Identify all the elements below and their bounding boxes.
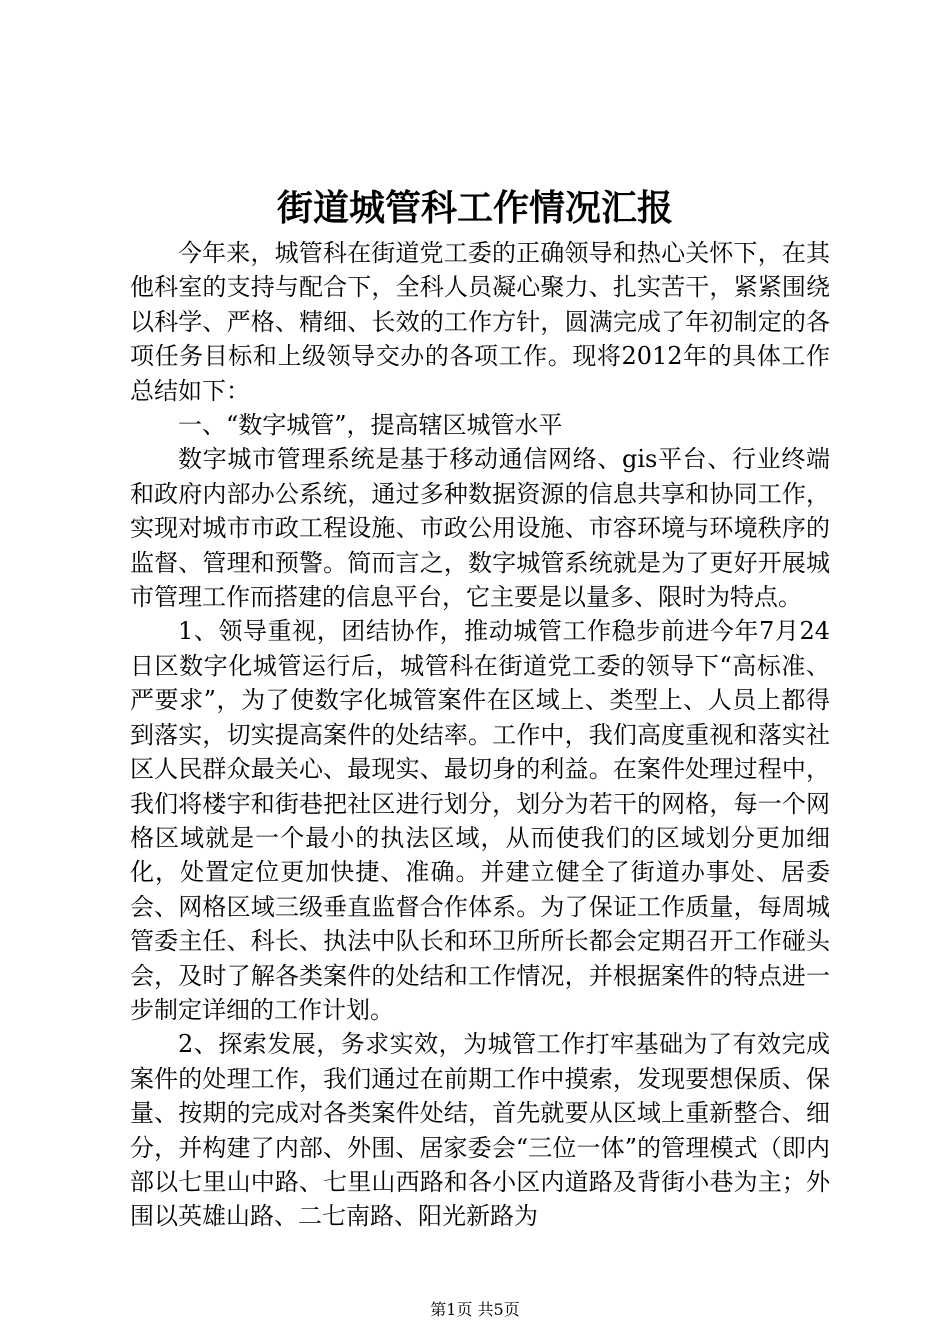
document-title: 街道城管科工作情况汇报 [276, 187, 673, 229]
page-footer: 第1页 共5页 [430, 1300, 520, 1319]
section-heading-1: 一、“数字城管”，提高辖区城管水平 [178, 411, 563, 440]
section-1-paragraph: 数字城市管理系统是基于移动通信网络、gis平台、行业终端和政府内部办公系统，通过多种数据资源的信息共享和协同工作，实现对城市市政工程设施、市政公用设施、市容环境与环境秩序的监督、管理和预警。简而言之，数字城管系统就是为了更好开展城市管理工作而搭建的信息平台，它主要是以量多、限时为特点。 [130, 445, 830, 612]
document-body [130, 236, 830, 1234]
intro-paragraph: 今年来，城管科在街道党工委的正确领导和热心关怀下，在其他科室的支持与配合下，全科人员凝心聚力、扎实苦干，紧紧围绕以科学、严格、精细、长效的工作方针，圆满完成了年初制定的各项任务目标和上级领导交办的各项工作。现将2012年的具体工作总结如下： [130, 239, 830, 405]
item-1-paragraph: 1、领导重视，团结协作，推动城管工作稳步前进今年7月24日区数字化城管运行后，城管科在街道党工委的领导下“高标准、严要求”，为了使数字化城管案件在区域上、类型上、人员上都得到落实，切实提高案件的处结率。工作中，我们高度重视和落实社区人民群众最关心、最现实、最切身的利益。在案件处理过程中，我们将楼宇和街巷把社区进行划分，划分为若干的网格，每一个网格区域就是一个最小的执法区域，从而使我们的区域划分更加细化，处置定位更加快捷、准确。并建立健全了街道办事处、居委会、网格区域三级垂直监督合作体系。为了保证工作质量，每周城管委主任、科长、执法中队长和环卫所所长都会定期召开工作碰头会，及时了解各类案件的处结和工作情况，并根据案件的特点进一步制定详细的工作计划。 [130, 617, 830, 1024]
item-2-paragraph: 2、探索发展，务求实效，为城管工作打牢基础为了有效完成案件的处理工作，我们通过在前期工作中摸索，发现要想保质、保量、按期的完成对各类案件处结，首先就要从区域上重新整合、细分，并构建了内部、外围、居家委会“三位一体”的管理模式（即内部以七里山中路、七里山西路和各小区内道路及背街小巷为主；外围以英雄山路、二七南路、阳光新路为 [130, 1030, 830, 1231]
